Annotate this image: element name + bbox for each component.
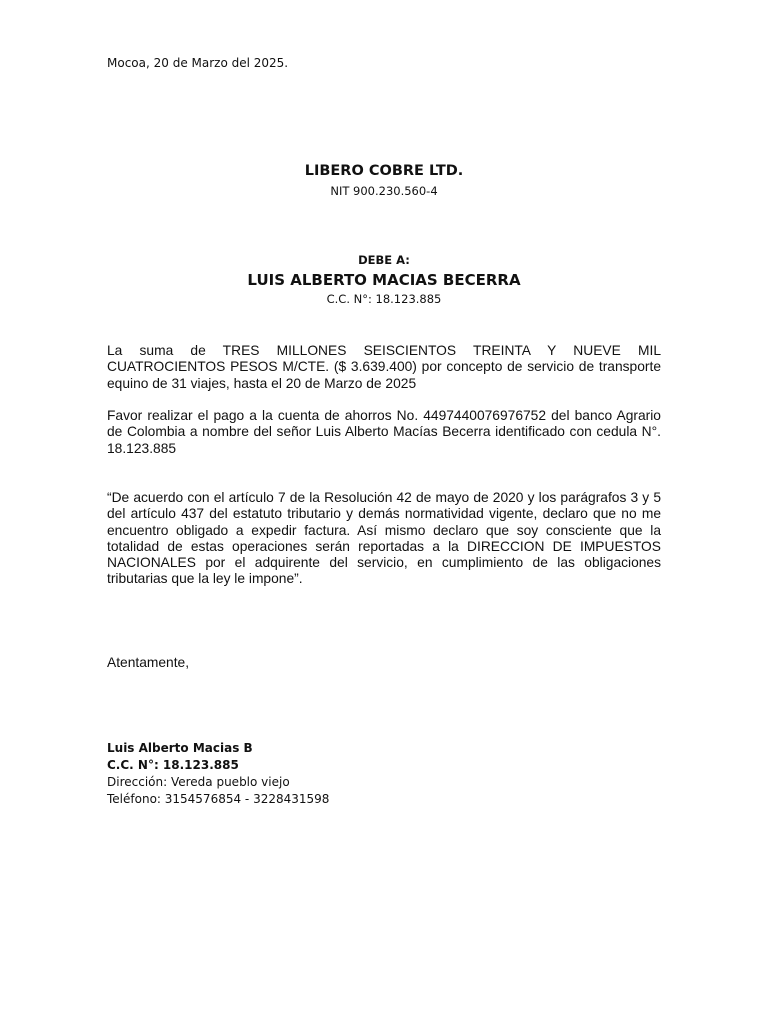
- signature-address: Dirección: Vereda pueblo viejo: [107, 775, 290, 789]
- amount-paragraph: La suma de TRES MILLONES SEISCIENTOS TREINTA Y NUEVE MIL CUATROCIENTOS PESOS M/CTE. ($ 3.639.400) por concepto de servicio de transporte equino de 31 viajes, hasta el 20 de Marzo de 2025: [107, 343, 661, 391]
- debe-label: DEBE A:: [358, 253, 410, 267]
- creditor-cc: C.C. N°: 18.123.885: [326, 292, 442, 306]
- closing-text: Atentamente,: [107, 655, 190, 670]
- signature-block: [107, 740, 329, 808]
- signature-cc: C.C. N°: 18.123.885: [107, 758, 239, 772]
- creditor-name: LUIS ALBERTO MACIAS BECERRA: [247, 271, 521, 289]
- date-line: Mocoa, 20 de Marzo del 2025.: [107, 56, 289, 70]
- signature-name: Luis Alberto Macias B: [107, 741, 253, 755]
- payment-paragraph: Favor realizar el pago a la cuenta de ahorros No. 4497440076976752 del banco Agrario de Colombia a nombre del señor Luis Alberto Macías Becerra identificado con cedula N°. 18.123.885: [107, 408, 661, 456]
- legal-declaration-paragraph: “De acuerdo con el artículo 7 de la Resolución 42 de mayo de 2020 y los parágrafos 3 y 5 del artículo 437 del estatuto tributario y demás normatividad vigente, declaro que no me encuentro obligado a expedir factura. Así mismo declaro que soy consciente que la totalidad de estas operaciones serán reportadas a la DIRECCION DE IMPUESTOS NACIONALES por el adquirente del servicio, en cumplimiento de las obligaciones tributarias que la ley le impone”.: [107, 490, 661, 587]
- company-nit: NIT 900.230.560-4: [330, 184, 438, 198]
- signature-phone: Teléfono: 3154576854 - 3228431598: [107, 792, 330, 806]
- company-name: LIBERO COBRE LTD.: [304, 163, 464, 179]
